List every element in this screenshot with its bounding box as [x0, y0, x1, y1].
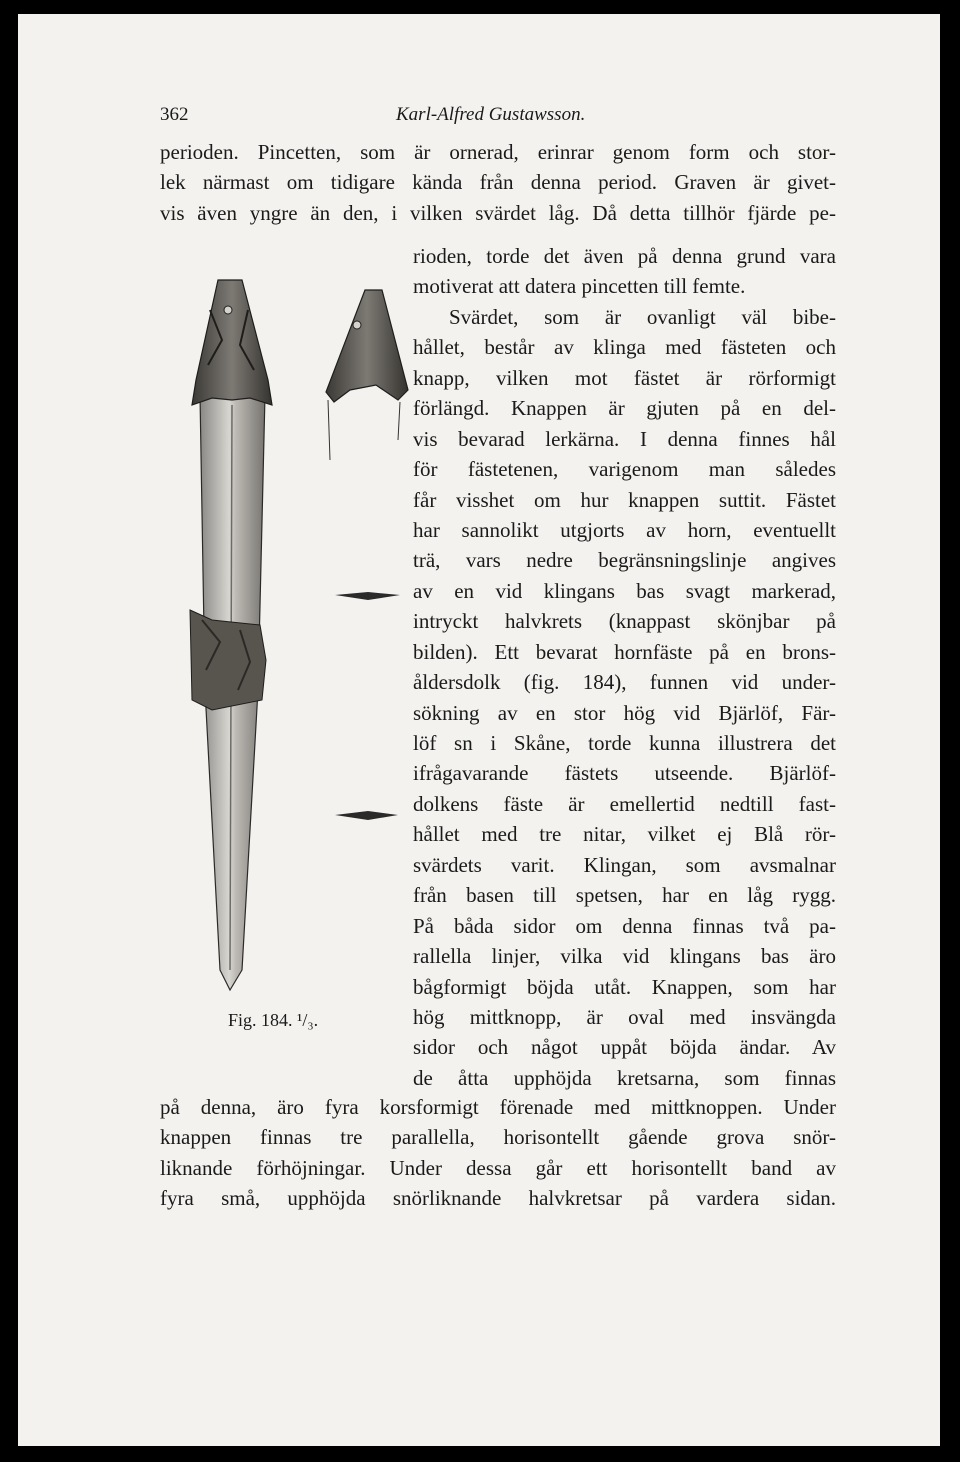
page-number: 362 — [160, 104, 189, 125]
page-header — [160, 104, 660, 132]
text-line: fyra små, upphöjda snörliknande halvkretsar på vardera sidan. — [160, 1186, 836, 1211]
cross-section-mark — [335, 811, 398, 820]
text-line: får visshet om hur knappen suttit. Fästet — [413, 487, 836, 512]
running-head: Karl-Alfred Gustawsson. — [396, 104, 586, 125]
text-line: de åtta upphöjda kretsarna, som finnas — [413, 1065, 836, 1090]
figure-caption: Fig. 184. ¹/₃. — [228, 1010, 319, 1030]
dagger-hilt — [192, 280, 272, 405]
text-line: liknande förhöjningar. Under dessa går ett horisontellt band av — [160, 1155, 836, 1180]
text-line: sidor och något uppåt böjda ändar. Av — [413, 1035, 836, 1060]
text-line: åldersdolk (fig. 184), funnen vid under- — [413, 670, 836, 695]
text-line: från basen till spetsen, har en låg rygg. — [413, 883, 836, 908]
paragraph-bottom — [160, 1092, 836, 1214]
text-line: löf sn i Skåne, torde kunna illustrera det — [413, 731, 836, 755]
text-line: hållet, består av klinga med fästeten och — [413, 335, 836, 360]
hilt-fragment — [326, 290, 408, 402]
text-line: rallella linjer, vilka vid klingans bas äro — [413, 944, 836, 969]
text-line: Svärdet, som är ovanligt väl bibe- — [449, 304, 836, 329]
text-line: på denna, äro fyra korsformigt förenade med mittknoppen. Under — [160, 1095, 836, 1119]
text-line: hög mittknopp, är oval med insvängda — [413, 1004, 836, 1029]
text-line: intryckt halvkrets (knappast skönjbar på — [413, 609, 836, 634]
text-line: lek närmast om tidigare kända från denna period. Graven är givet- — [160, 170, 836, 195]
text-line: knappen finnas tre parallella, horisontellt gående grova snör- — [160, 1125, 836, 1150]
text-line: för fästetenen, varigenom man således — [413, 457, 836, 482]
text-line: perioden. Pincetten, som är ornerad, erinrar genom form och stor- — [160, 140, 836, 164]
text-line: trä, vars nedre begränsningslinje angives — [413, 548, 836, 573]
paragraph-top — [160, 137, 836, 228]
text-line: På båda sidor om denna finnas två pa- — [413, 913, 836, 938]
text-line: har sannolikt utgjorts av horn, eventuellt — [413, 517, 836, 542]
dagger-illustration — [150, 270, 410, 1050]
text-line: hållet med tre nitar, vilket ej Blå rör- — [413, 822, 836, 847]
text-line: bågformigt böjda utåt. Knappen, som har — [413, 974, 836, 999]
paragraph-narrow — [413, 241, 836, 1093]
text-line: sökning av en stor hög vid Bjärlöf, Fär- — [413, 700, 836, 725]
text-line: knapp, vilken mot fästet är rörformigt — [413, 365, 836, 390]
text-line: vis bevarad lerkärna. I denna finnes hål — [413, 426, 836, 451]
text-line: bilden). Ett bevarat hornfäste på en brons- — [413, 639, 836, 664]
text-line: dolkens fäste är emellertid nedtill fast- — [413, 791, 836, 816]
dagger-figure — [150, 270, 410, 1050]
text-line: rioden, torde det även på denna grund vara — [413, 244, 836, 268]
text-line: svärdets varit. Klingan, som avsmalnar — [413, 852, 836, 877]
cross-section-mark — [335, 592, 400, 600]
text-line: ifrågavarande fästets utseende. Bjärlöf- — [413, 761, 836, 786]
text-line: vis även yngre än den, i vilken svärdet låg. Då detta tillhör fjärde pe- — [160, 200, 836, 225]
dagger-corrosion-band — [190, 610, 266, 710]
text-line: av en vid klingans bas svagt markerad, — [413, 578, 836, 603]
text-line: förlängd. Knappen är gjuten på en del- — [413, 396, 836, 421]
text-line: motiverat att datera pincetten till femte. — [413, 274, 746, 299]
